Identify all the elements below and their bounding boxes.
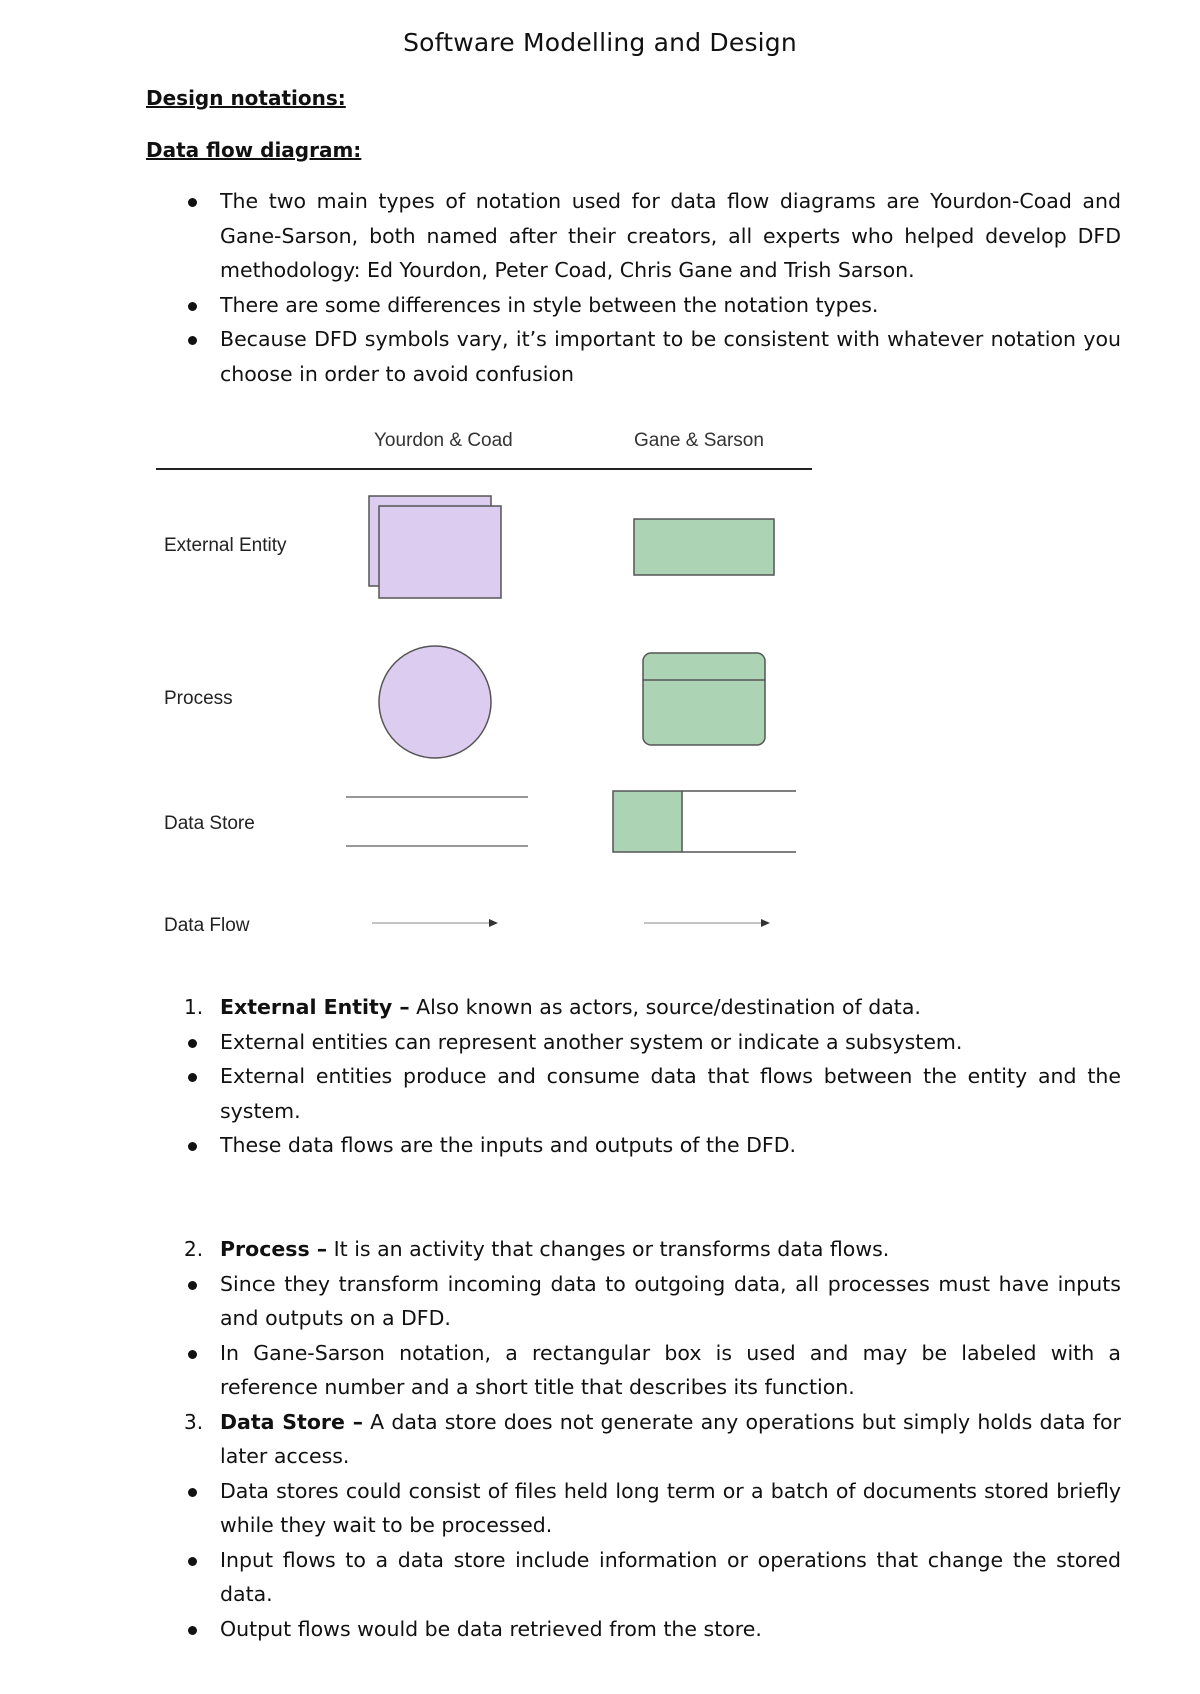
- item-term: Process –: [220, 1237, 328, 1261]
- bullet-icon: [188, 1039, 197, 1048]
- bullet-text: There are some differences in style between the notation types.: [220, 292, 879, 317]
- bullet-icon: [188, 1350, 197, 1359]
- bullet-text: Because DFD symbols vary, it’s important to be consistent with whatever notation you choose in order to avoid confusion: [220, 327, 1121, 386]
- column-header-gane: Gane & Sarson: [634, 430, 764, 451]
- gane-process-icon: [643, 653, 765, 745]
- row-label-process: Process: [164, 688, 233, 709]
- bullet-text: Input flows to a data store include information or operations that change the stored data.: [220, 1547, 1121, 1606]
- list-item: [146, 1543, 1121, 1612]
- intro-bullet-list: [146, 184, 1121, 391]
- row-label-data-flow: Data Flow: [164, 915, 250, 936]
- bullet-text: Output flows would be data retrieved from the store.: [220, 1616, 762, 1641]
- item-number: 2.: [184, 1237, 204, 1261]
- column-header-yourdon: Yourdon & Coad: [374, 430, 513, 451]
- list-item: [146, 1474, 1121, 1543]
- external-entity-section: [146, 990, 1121, 1163]
- numbered-item: [146, 1232, 1121, 1267]
- item-definition: A data store does not generate any operations but simply holds data for later access.: [220, 1409, 1121, 1468]
- bullet-icon: [188, 1626, 197, 1635]
- dfd-symbols-canvas: [156, 420, 816, 940]
- page-title: Software Modelling and Design: [403, 28, 797, 57]
- bullet-text: The two main types of notation used for data flow diagrams are Yourdon-Coad and Gane-Sarson, both named after their creators, all experts who helped develop DFD methodology: Ed Yourdon, Peter Coad, Chris Gane and Trish Sarson.: [220, 189, 1121, 282]
- heading-design-notations: Design notations:: [146, 86, 346, 110]
- bullet-icon: [188, 198, 197, 207]
- bullet-text: External entities can represent another system or indicate a subsystem.: [220, 1029, 963, 1054]
- heading-data-flow-diagram: Data flow diagram:: [146, 138, 362, 162]
- bullet-icon: [188, 1142, 197, 1151]
- item-number: 1.: [184, 995, 204, 1019]
- bullet-icon: [188, 302, 197, 311]
- yourdon-data-flow-arrow-icon: [372, 919, 498, 927]
- list-item: [146, 1612, 1121, 1647]
- list-item: [146, 1059, 1121, 1128]
- bullet-icon: [188, 1073, 197, 1082]
- list-item: [146, 184, 1121, 288]
- process-and-data-store-section: [146, 1232, 1121, 1646]
- item-term: External Entity –: [220, 995, 410, 1019]
- numbered-item: [146, 1405, 1121, 1474]
- list-item: [146, 322, 1121, 391]
- numbered-item: [146, 990, 1121, 1025]
- yourdon-external-entity-icon: [369, 496, 501, 598]
- bullet-icon: [188, 1557, 197, 1566]
- item-number: 3.: [184, 1409, 204, 1434]
- row-label-data-store: Data Store: [164, 813, 255, 834]
- list-item: [146, 1336, 1121, 1405]
- bullet-icon: [188, 1281, 197, 1290]
- bullet-text: Data stores could consist of files held long term or a batch of documents stored briefly while they wait to be processed.: [220, 1478, 1121, 1537]
- item-definition: It is an activity that changes or transforms data flows.: [327, 1237, 890, 1261]
- gane-data-store-icon: [613, 791, 796, 852]
- item-term: Data Store –: [220, 1409, 363, 1434]
- list-item: [146, 1128, 1121, 1163]
- bullet-icon: [188, 336, 197, 345]
- yourdon-process-icon: [379, 646, 491, 758]
- bullet-icon: [188, 1488, 197, 1497]
- row-label-external-entity: External Entity: [164, 535, 287, 556]
- list-item: [146, 288, 1121, 323]
- dfd-notation-diagram: [156, 420, 816, 940]
- gane-data-flow-arrow-icon: [644, 919, 770, 927]
- bullet-text: In Gane-Sarson notation, a rectangular box is used and may be labeled with a reference number and a short title that describes its function.: [220, 1340, 1121, 1399]
- bullet-text: These data flows are the inputs and outputs of the DFD.: [220, 1133, 797, 1157]
- gane-external-entity-icon: [634, 519, 774, 575]
- list-item: [146, 1267, 1121, 1336]
- bullet-text: Since they transform incoming data to outgoing data, all processes must have inputs and outputs on a DFD.: [220, 1271, 1121, 1330]
- list-item: [146, 1025, 1121, 1060]
- item-definition: Also known as actors, source/destination of data.: [409, 995, 921, 1019]
- yourdon-data-store-icon: [346, 797, 528, 846]
- bullet-text: External entities produce and consume data that flows between the entity and the system.: [220, 1064, 1121, 1123]
